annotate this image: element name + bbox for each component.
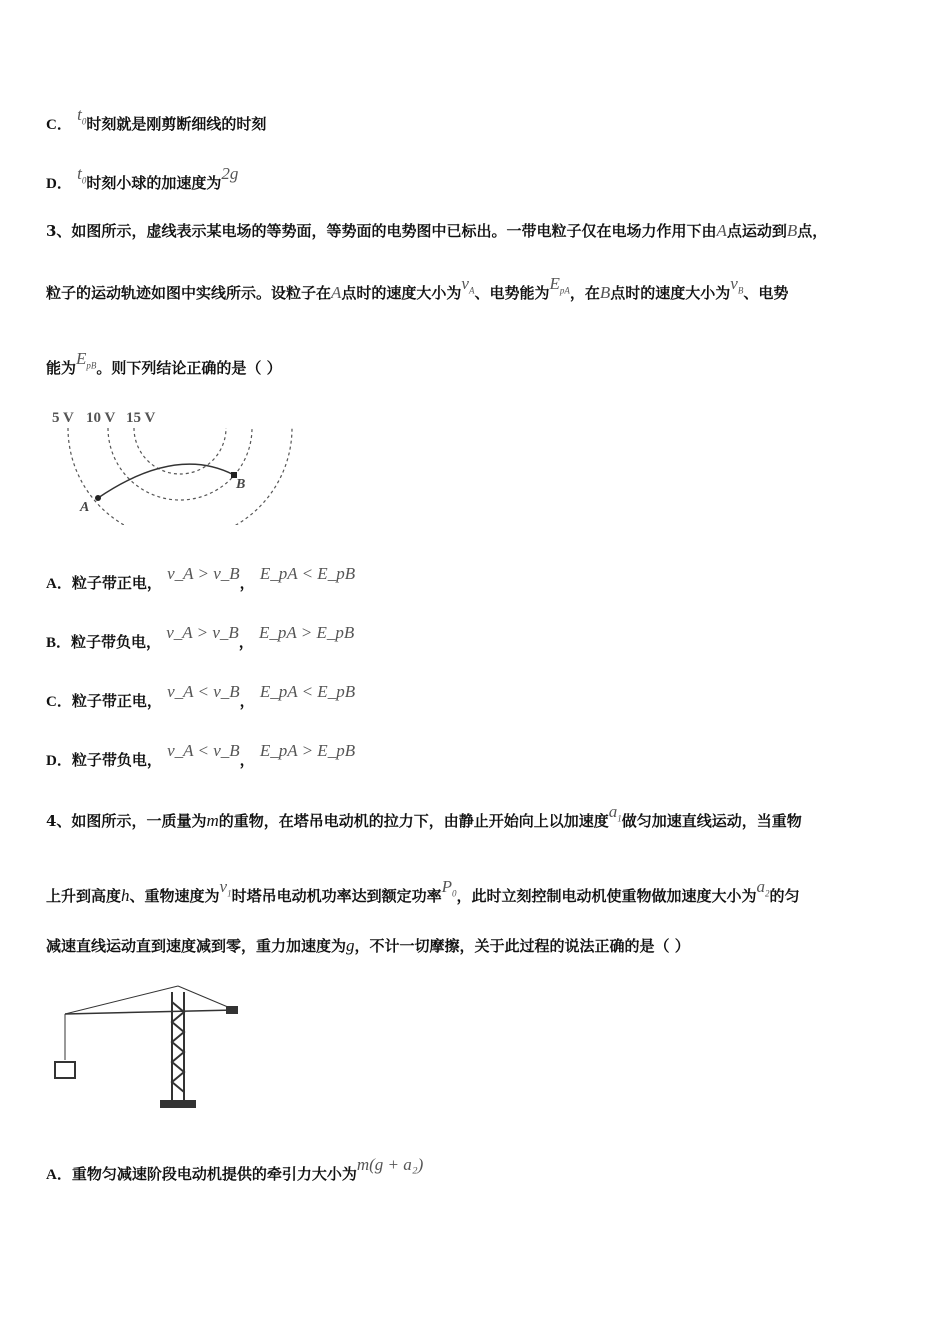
label-a: A bbox=[80, 500, 90, 515]
text: 做匀加速直线运动，当重物 bbox=[621, 812, 802, 830]
math-v-compare: v_A > v_B bbox=[167, 564, 240, 583]
q3-stem-line2 bbox=[46, 274, 789, 304]
option-label: D． bbox=[46, 753, 72, 769]
text: 的匀 bbox=[769, 887, 800, 905]
tower-crane-figure bbox=[50, 982, 245, 1114]
math-sub: 1 bbox=[617, 813, 622, 824]
comma: ， bbox=[239, 574, 255, 592]
math-var: t bbox=[77, 164, 82, 183]
option-label: D． bbox=[46, 176, 72, 192]
option-label: A． bbox=[46, 576, 72, 592]
q3-option-b bbox=[46, 623, 355, 652]
math-sub: 2 bbox=[765, 888, 770, 899]
math-e-compare: E_pA > E_pB bbox=[259, 623, 355, 642]
math-var: t bbox=[77, 105, 82, 124]
comma: ， bbox=[239, 692, 255, 710]
text: 时塔吊电动机功率达到额定功率 bbox=[231, 887, 442, 905]
text: ，此时立刻控制电动机使重物做加速度大小为 bbox=[456, 887, 757, 905]
comma: ， bbox=[239, 751, 255, 769]
math: B bbox=[786, 221, 798, 240]
q4-option-a bbox=[46, 1155, 424, 1184]
q3-stem-line3 bbox=[46, 349, 282, 379]
math-v-compare: v_A < v_B bbox=[167, 682, 240, 701]
math-a1 bbox=[608, 802, 622, 824]
math-t0 bbox=[77, 164, 87, 186]
label-5v: 5 V bbox=[52, 410, 74, 426]
math-e-compare: E_pA > E_pB bbox=[259, 741, 356, 760]
q4-stem-line3 bbox=[46, 935, 690, 956]
option-label: A． bbox=[46, 1167, 72, 1183]
q2-option-c bbox=[46, 105, 267, 135]
math-EpB bbox=[76, 349, 97, 371]
math-var: v bbox=[461, 274, 469, 293]
text: 点时的速度大小为 bbox=[610, 284, 731, 302]
label-15v: 15 V bbox=[126, 410, 156, 426]
math-sub: 0 bbox=[81, 116, 87, 127]
option-text: 时刻就是刚剪断细线的时刻 bbox=[86, 115, 267, 133]
math-v-compare: v_A < v_B bbox=[167, 741, 240, 760]
equipotential-5v bbox=[68, 428, 292, 525]
option-text: 粒子带正电， bbox=[71, 574, 162, 592]
text: 能为 bbox=[46, 359, 77, 377]
q3-option-a bbox=[46, 564, 356, 593]
option-text: 重物匀减速阶段电动机提供的牵引力大小为 bbox=[71, 1165, 357, 1183]
q3-option-d bbox=[46, 741, 356, 770]
q3-stem-line1 bbox=[46, 220, 827, 241]
math-force: m(g + a₂) bbox=[356, 1155, 424, 1174]
math-sub: B bbox=[737, 285, 744, 296]
q4-stem-line1 bbox=[46, 802, 802, 832]
math-var: v bbox=[219, 877, 228, 896]
equipotential-figure bbox=[46, 400, 306, 525]
math-sub: 1 bbox=[227, 888, 232, 899]
text: ，在 bbox=[569, 284, 600, 302]
label-10v: 10 V bbox=[86, 410, 116, 426]
crane-base bbox=[160, 1100, 196, 1108]
point-a-dot bbox=[95, 495, 101, 501]
math-vA bbox=[461, 274, 475, 296]
q2-option-d bbox=[46, 164, 239, 194]
text: 点， bbox=[797, 222, 828, 240]
math-sub: A bbox=[468, 285, 475, 296]
math-var: a bbox=[756, 877, 765, 896]
text: 3、如图所示，虚线表示某电场的等势面，等势面的电势图中已标出。一带电粒子仅在电场力作用下由 bbox=[46, 222, 717, 240]
math-var: E bbox=[76, 349, 87, 368]
option-label: C． bbox=[46, 694, 72, 710]
text: 的重物，在塔吊电动机的拉力下，由静止开始向上以加速度 bbox=[218, 812, 609, 830]
math-sub: pB bbox=[86, 360, 97, 371]
option-label: B． bbox=[46, 635, 72, 651]
label-b: B bbox=[236, 477, 246, 492]
math-var: P bbox=[441, 877, 452, 896]
math-vB bbox=[730, 274, 744, 296]
text: 4、如图所示，一质量为 bbox=[46, 812, 207, 830]
math-var: v bbox=[730, 274, 738, 293]
math-P0 bbox=[441, 877, 457, 899]
crane-jib bbox=[65, 1010, 235, 1014]
math-e-compare: E_pA < E_pB bbox=[259, 682, 356, 701]
text: 粒子的运动轨迹如图中实线所示。设粒子在 bbox=[46, 284, 332, 302]
text: 减速直线运动直到速度减到零，重力加速度为 bbox=[46, 937, 347, 955]
text: 点运动到 bbox=[726, 222, 787, 240]
trajectory bbox=[98, 464, 234, 498]
comma: ， bbox=[238, 633, 254, 651]
math-EpA bbox=[549, 274, 570, 296]
option-label: C． bbox=[46, 117, 72, 133]
text: 。则下列结论正确的是（ ） bbox=[96, 359, 282, 377]
option-text: 粒子带正电， bbox=[71, 692, 162, 710]
math-var: E bbox=[549, 274, 560, 293]
math: A bbox=[716, 221, 727, 240]
math-2g: 2g bbox=[221, 164, 239, 183]
math: h bbox=[121, 886, 130, 905]
math-sub: 0 bbox=[451, 888, 457, 899]
math-sub: pA bbox=[559, 285, 570, 296]
math-v1 bbox=[219, 877, 232, 899]
option-text: 粒子带负电， bbox=[71, 633, 162, 651]
text: 、电势能为 bbox=[474, 284, 550, 302]
math: A bbox=[331, 283, 342, 302]
q4-stem-line2 bbox=[46, 877, 800, 907]
math-a2 bbox=[756, 877, 770, 899]
text: 、电势 bbox=[743, 284, 789, 302]
text: 、重物速度为 bbox=[129, 887, 220, 905]
option-text: 时刻小球的加速度为 bbox=[86, 174, 222, 192]
math: g bbox=[346, 936, 355, 955]
math-t0 bbox=[77, 105, 87, 127]
math: B bbox=[599, 283, 611, 302]
math-e-compare: E_pA < E_pB bbox=[259, 564, 356, 583]
math-sub: 0 bbox=[81, 175, 87, 186]
crane-tower bbox=[172, 992, 184, 1100]
math-var: a bbox=[608, 802, 618, 821]
text: ，不计一切摩擦，关于此过程的说法正确的是（ ） bbox=[354, 937, 690, 955]
option-text: 粒子带负电， bbox=[71, 751, 162, 769]
q3-option-c bbox=[46, 682, 356, 711]
text: 点时的速度大小为 bbox=[341, 284, 462, 302]
load-box bbox=[55, 1062, 75, 1078]
text: 上升到高度 bbox=[46, 887, 122, 905]
crane-tie bbox=[65, 986, 178, 1014]
counterweight bbox=[226, 1006, 238, 1014]
math: m bbox=[206, 811, 219, 830]
math-v-compare: v_A > v_B bbox=[166, 623, 239, 642]
